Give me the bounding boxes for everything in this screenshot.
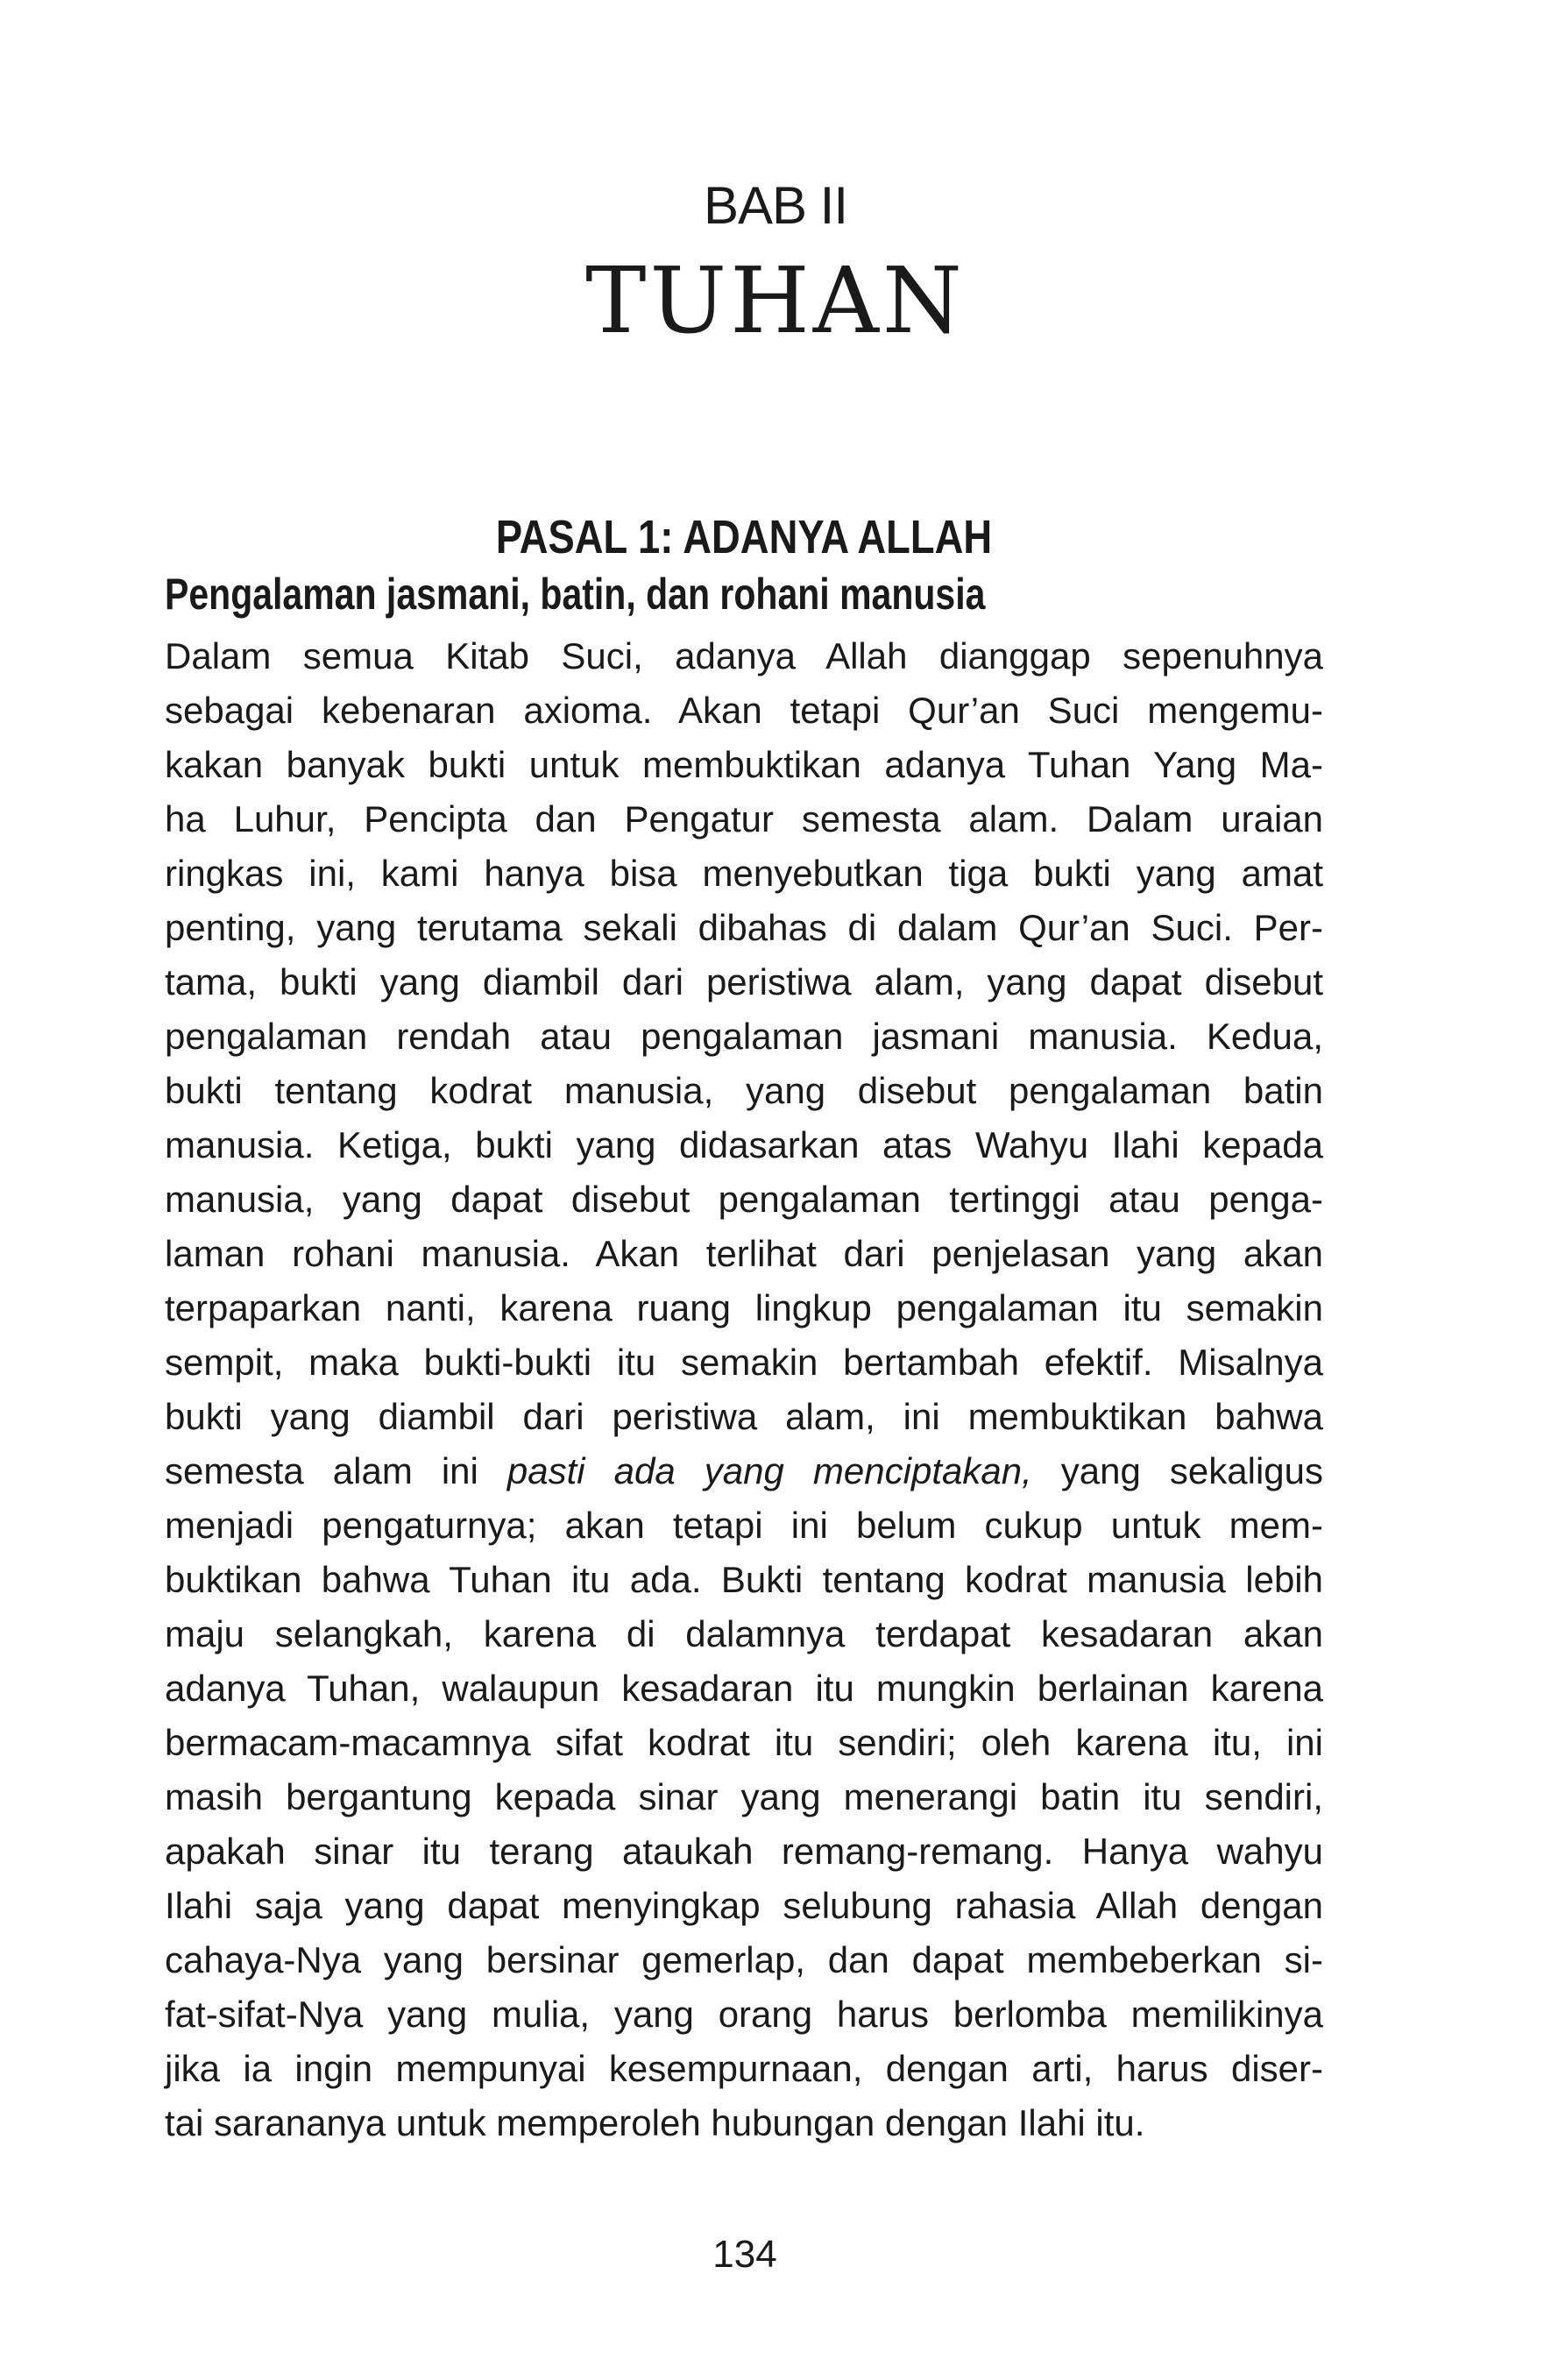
body-line: pengalaman rendah atau pengalaman jasmani manusia. Kedua, bbox=[165, 1016, 1323, 1057]
body-line: adanya Tuhan, walaupun kesadaran itu mungkin berlainan karena bbox=[165, 1668, 1323, 1709]
body-line: bukti tentang kodrat manusia, yang disebut pengalaman batin bbox=[165, 1070, 1323, 1111]
body-line: ha Luhur, Pencipta dan Pengatur semesta alam. Dalam uraian bbox=[165, 798, 1323, 839]
body-line: tai sarananya untuk memperoleh hubungan dengan Ilahi itu. bbox=[165, 2102, 1145, 2143]
body-line: fat-sifat-Nya yang mulia, yang orang harus berlomba memilikinya bbox=[165, 1994, 1323, 2035]
body-line: apakah sinar itu terang ataukah remang-remang. Hanya wahyu bbox=[165, 1831, 1323, 1872]
page-number: 134 bbox=[712, 2233, 777, 2276]
body-line: laman rohani manusia. Akan terlihat dari penjelasan yang akan bbox=[165, 1233, 1323, 1274]
body-line: buktikan bahwa Tuhan itu ada. Bukti tentang kodrat manusia lebih bbox=[165, 1559, 1323, 1600]
body-text-segment: yang sekaligus bbox=[1031, 1450, 1323, 1491]
body-line: bermacam-macamnya sifat kodrat itu sendiri; oleh karena itu, ini bbox=[165, 1722, 1323, 1763]
section-title: PASAL 1: ADANYA ALLAH bbox=[495, 511, 993, 563]
body-line: menjadi pengaturnya; akan tetapi ini belum cukup untuk mem- bbox=[165, 1505, 1323, 1546]
body-line: masih bergantung kepada sinar yang menerangi batin itu sendiri, bbox=[165, 1776, 1323, 1817]
emphasized-text: pasti ada yang menciptakan, bbox=[506, 1450, 1032, 1491]
body-line: kakan banyak bukti untuk membuktikan adanya Tuhan Yang Ma- bbox=[165, 744, 1323, 785]
subsection-title: Pengalaman jasmani, batin, dan rohani manusia bbox=[165, 570, 986, 619]
body-line: terpaparkan nanti, karena ruang lingkup pengalaman itu semakin bbox=[165, 1287, 1323, 1328]
body-line-with-emphasis bbox=[165, 1444, 1323, 1498]
body-line: tama, bukti yang diambil dari peristiwa alam, yang dapat disebut bbox=[165, 961, 1323, 1002]
body-text-segment: semesta alam ini bbox=[165, 1450, 507, 1491]
body-line: sempit, maka bukti-bukti itu semakin bertambah efektif. Misalnya bbox=[165, 1342, 1323, 1383]
body-line: Dalam semua Kitab Suci, adanya Allah dianggap sepenuhnya bbox=[165, 635, 1323, 676]
chapter-label: BAB II bbox=[703, 176, 848, 235]
body-line: ringkas ini, kami hanya bisa menyebutkan tiga bukti yang amat bbox=[165, 853, 1323, 894]
body-line: cahaya-Nya yang bersinar gemerlap, dan dapat membeberkan si- bbox=[165, 1939, 1323, 1980]
body-line: Ilahi saja yang dapat menyingkap selubung rahasia Allah dengan bbox=[165, 1885, 1323, 1926]
body-line: bukti yang diambil dari peristiwa alam, ini membuktikan bahwa bbox=[165, 1396, 1323, 1437]
body-line: manusia, yang dapat disebut pengalaman tertinggi atau penga- bbox=[165, 1179, 1323, 1220]
chapter-title: TUHAN bbox=[585, 247, 966, 354]
body-line: sebagai kebenaran axioma. Akan tetapi Qur’an Suci mengemu- bbox=[165, 690, 1323, 731]
body-line: manusia. Ketiga, bukti yang didasarkan atas Wahyu Ilahi kepada bbox=[165, 1124, 1323, 1165]
body-line: maju selangkah, karena di dalamnya terdapat kesadaran akan bbox=[165, 1613, 1323, 1654]
body-line: jika ia ingin mempunyai kesempurnaan, dengan arti, harus diser- bbox=[165, 2048, 1323, 2089]
body-paragraph bbox=[165, 629, 1323, 2150]
body-line: penting, yang terutama sekali dibahas di dalam Qur’an Suci. Per- bbox=[165, 907, 1323, 948]
